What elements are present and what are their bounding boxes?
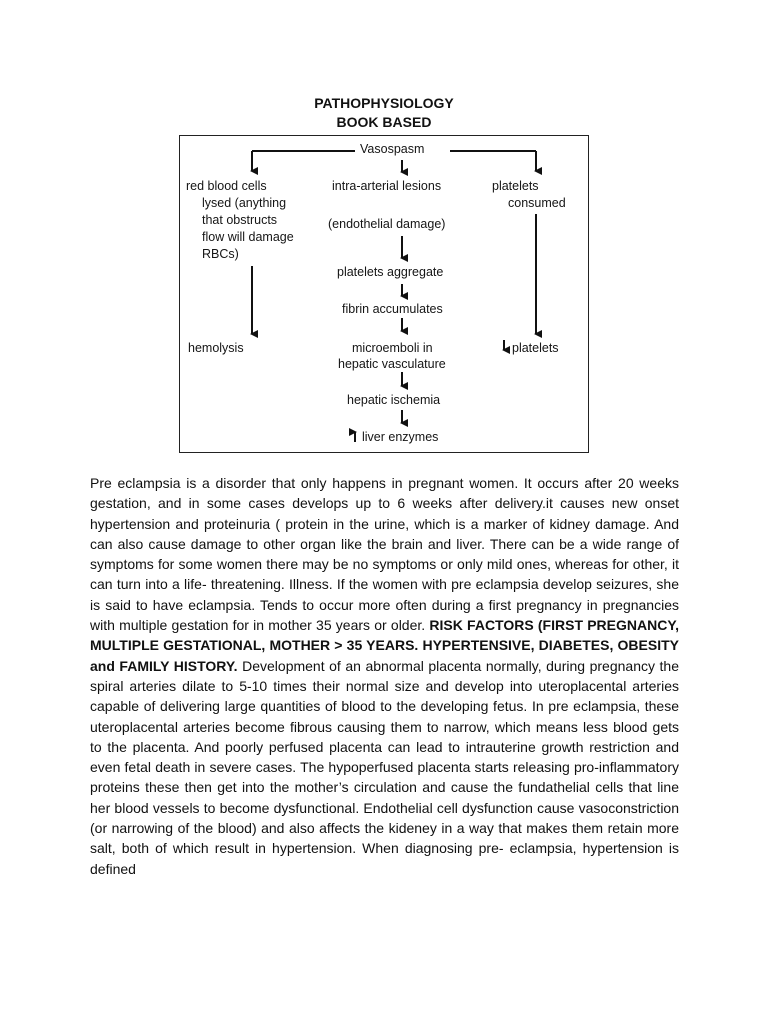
page-title: PATHOPHYSIOLOGY [314,95,454,111]
diagram-center-step-4: fibrin accumulates [342,302,443,316]
diagram-right-header-2: consumed [508,196,566,210]
diagram-center-step-6: hepatic vasculature [338,357,446,371]
diagram-left-detail-1: lysed (anything [202,196,287,210]
diagram-right-header: platelets [492,179,539,193]
diagram-right-result: platelets [512,341,559,355]
pathophysiology-flowchart [179,135,589,453]
diagram-center-step-3: platelets aggregate [337,265,444,279]
paragraph-development: Development of an abnormal placenta normally, during pregnancy the spiral arteries dilate to 5-10 times their normal size and develop into uteroplacental arteries capable of delivering large quantities of blood to the developing fetus. In pre eclampsia, these uteroplacental arteries become fibrous causing them to narrow, which means less blood gets to the placenta. And poorly perfused placenta can lead to intrauterine growth restriction and even fetal death in severe cases. The hypoperfused placenta starts releasing pro-inflammatory proteins these then get into the mother’s circulation and cause the fundathelial cells that line her blood vessels to become dysfunctional. Endothelial cell dysfunction cause vasoconstriction (or narrowing of the blood) and also affects the kideney in a way that makes them retain more salt, both of which result in hypertension. When diagnosing pre- eclampsia, hypertension is defined [90,657,679,877]
diagram-top-vasospasm: Vasospasm [360,142,425,156]
diagram-center-step-8: liver enzymes [362,430,439,444]
diagram-left-detail-2: that obstructs [202,213,278,227]
diagram-center-step-5: microemboli in [352,341,433,355]
risk-factors-text: RISK FACTORS (FIRST PREGNANCY, MULTIPLE GESTATIONAL, MOTHER > 35 YEARS. HYPERTENSIVE, DIABETES, OBESITY and FAMILY HISTORY. [90,617,680,674]
page-subtitle: BOOK BASED [336,114,432,130]
diagram-left-header: red blood cells [186,179,267,193]
diagram-center-step-1: intra-arterial lesions [332,179,442,193]
diagram-center-step-2: (endothelial damage) [328,217,446,231]
body-text [90,473,679,879]
diagram-left-detail-3: flow will damage [202,230,294,244]
paragraph-intro: Pre eclampsia is a disorder that only happens in pregnant women. It occurs after 20 weeks gestation, and in some cases develops up to 6 weeks after delivery.it causes new onset hypertension and proteinuria ( protein in the urine, which is a marker of kidney damage. And can also cause damage to other organ like the brain and liver. There can be a wide range of symptoms for some women there may be no symptoms or only mild ones, whereas for other, it can turn into a life- threatening. Illness. If the women with pre eclampsia develop seizures, she is said to have eclampsia. Tends to occur more often during a first pregnancy in pregnancies with multiple gestation for in mother 35 years or older. [90,475,679,634]
diagram-left-result: hemolysis [188,341,244,355]
diagram-center-step-7: hepatic ischemia [347,393,441,407]
diagram-left-detail-4: RBCs) [202,247,239,261]
